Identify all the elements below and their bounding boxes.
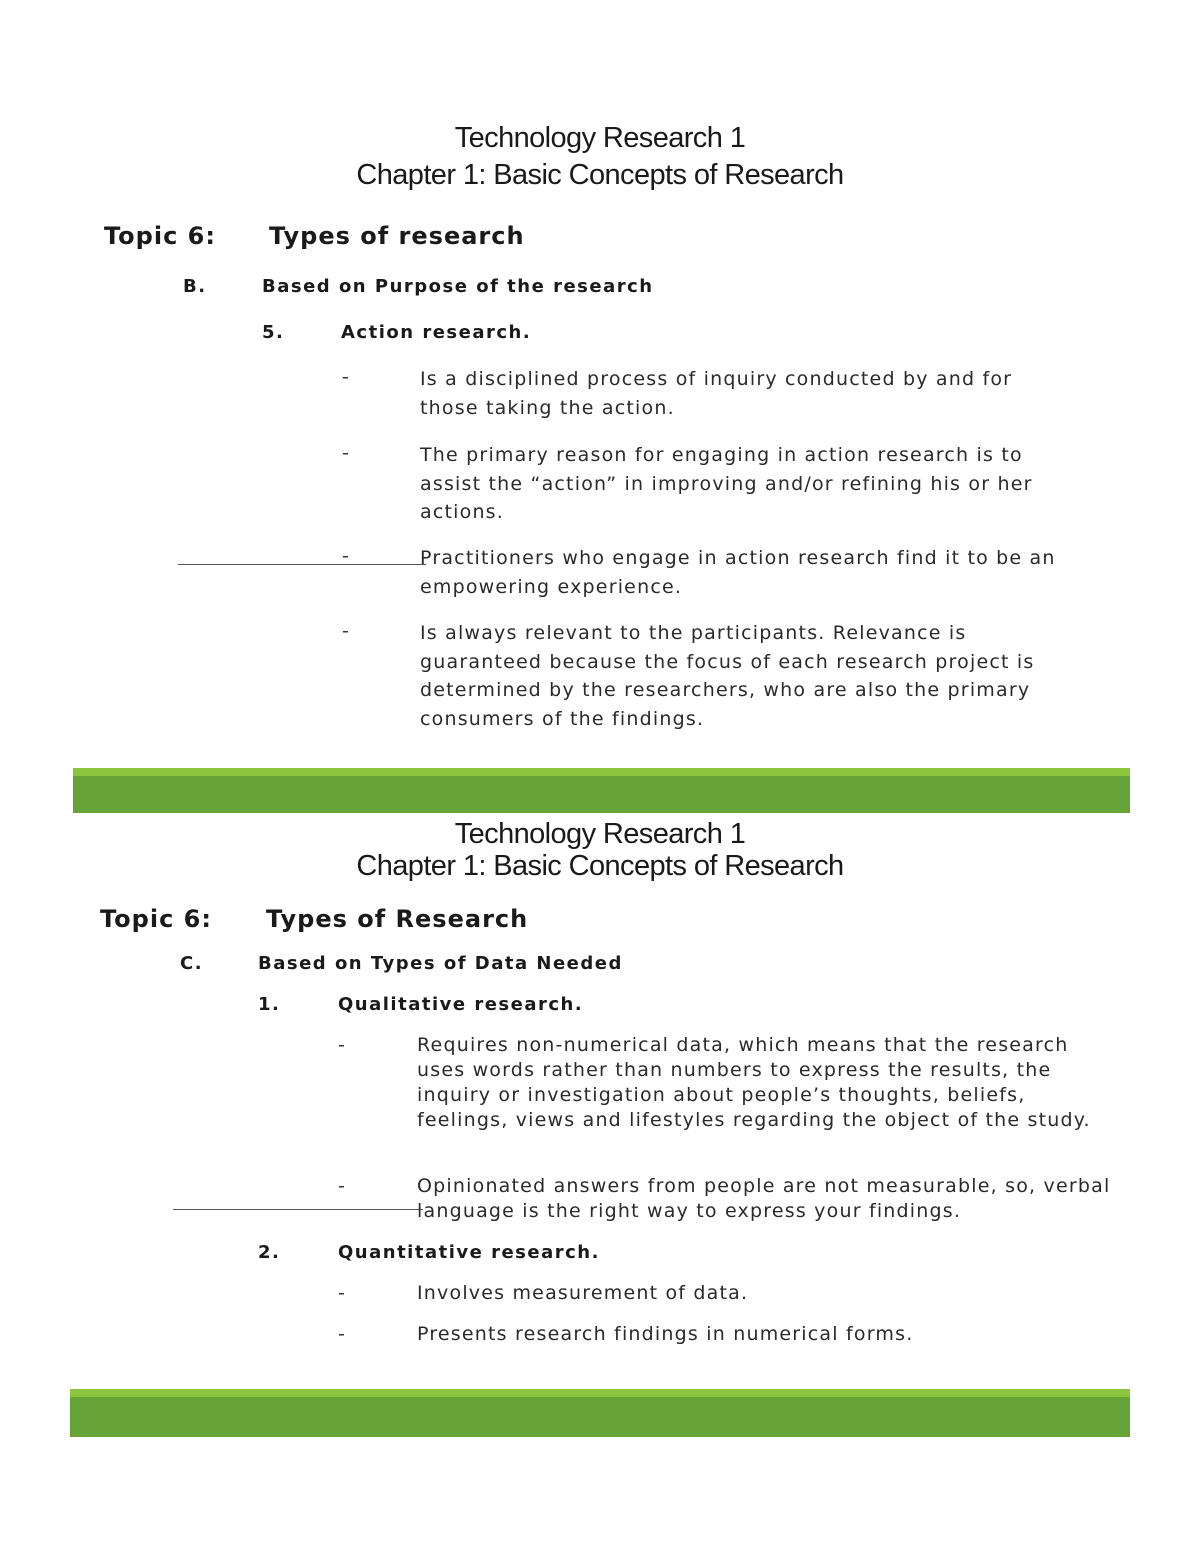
slide1-title: Technology Research 1 — [454, 122, 746, 154]
slide1-bullet-2: The primary reason for engaging in action research is to assist the “action” in improving and/or refining his or her actions. — [420, 444, 1033, 523]
slide2-item-1-title: Qualitative research. — [338, 994, 584, 1015]
slide2-item-1-bullet-2: Opinionated answers from people are not measurable, so, verbal language is the right way to express your findings. — [417, 1175, 1111, 1222]
slide1-item-title: Action research. — [341, 322, 532, 343]
slide1-subtitle: Chapter 1: Basic Concepts of Research — [356, 159, 844, 191]
slide2-item-1-number: 1. — [258, 994, 281, 1015]
slide1-item-number: 5. — [262, 322, 285, 343]
slide2-rule — [173, 1209, 423, 1210]
slide1-topic-label: Topic 6: — [104, 222, 216, 250]
slide2-item-2-bullet-2: Presents research findings in numerical forms. — [417, 1323, 914, 1345]
slide1-bullet-4: Is always relevant to the participants. Relevance is guaranteed because the focus of each research project is determined by the researchers, who are also the primary consumers of the findings. — [420, 622, 1035, 730]
slide1-bullet-1: Is a disciplined process of inquiry conducted by and for those taking the action. — [420, 368, 1013, 419]
slide2-section-letter: C. — [180, 953, 204, 974]
slide1-rule — [178, 564, 426, 565]
slide1-footer-band-light — [73, 768, 1130, 776]
slide2-footer-band-light — [70, 1389, 1130, 1397]
slide1-bullet-3-dash: - — [342, 545, 349, 567]
slide1-topic-title: Types of research — [269, 222, 525, 250]
slide2-title: Technology Research 1 — [454, 818, 746, 850]
slide1-section-letter: B. — [183, 276, 207, 297]
slide2-section-title: Based on Types of Data Needed — [258, 953, 623, 974]
slide1-bullet-2-dash: - — [342, 442, 349, 464]
slide1-bullet-1-dash: - — [342, 366, 349, 388]
slide2-subtitle: Chapter 1: Basic Concepts of Research — [356, 850, 844, 882]
slide2-item-2-number: 2. — [258, 1242, 281, 1263]
slide2-item-1-bullet-1: Requires non-numerical data, which means that the research uses words rather than numbers to express the results, the inquiry or investigation about people’s thoughts, beliefs, feelings, views and lifestyles regarding the object of the study. — [417, 1034, 1091, 1131]
slide1-footer-band — [73, 776, 1130, 813]
slide2-item-2-title: Quantitative research. — [338, 1242, 600, 1263]
slide2-item-2-bullet-1: Involves measurement of data. — [417, 1282, 749, 1304]
slide2-footer-band — [70, 1397, 1130, 1437]
slide2-topic-label: Topic 6: — [100, 905, 212, 933]
slide2-topic-title: Types of Research — [266, 905, 529, 933]
slide2-item-2-bullet-1-dash: - — [338, 1282, 345, 1304]
slide1-bullet-4-dash: - — [342, 620, 349, 642]
slide1-section-title: Based on Purpose of the research — [262, 276, 654, 297]
slide2-item-2-bullet-2-dash: - — [338, 1323, 345, 1345]
slide2-item-1-bullet-1-dash: - — [338, 1034, 345, 1056]
slide2-item-1-bullet-2-dash: - — [338, 1175, 345, 1197]
slide1-bullet-3: Practitioners who engage in action research find it to be an empowering experience. — [420, 547, 1056, 598]
